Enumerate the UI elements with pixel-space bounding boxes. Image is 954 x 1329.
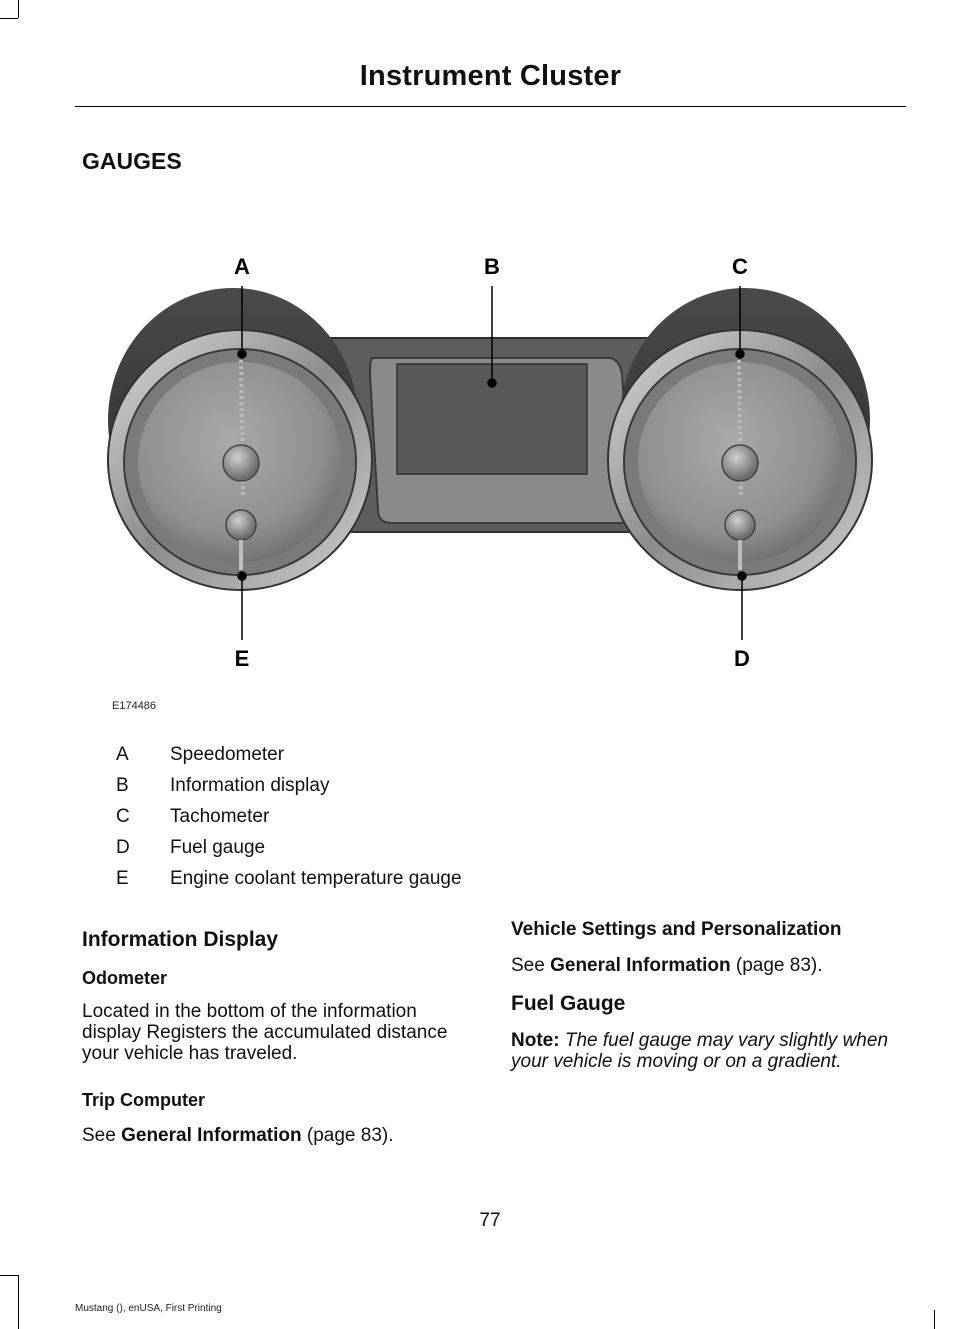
callout-d-label: D — [734, 646, 750, 671]
legend-row — [115, 837, 615, 868]
page-number: 77 — [479, 1210, 501, 1231]
callout-b-dot — [488, 379, 496, 387]
legend-row — [115, 775, 615, 806]
general-information-link[interactable]: General Information — [550, 955, 731, 976]
trip-computer-text — [82, 1125, 472, 1146]
crop-mark — [934, 1310, 935, 1329]
legend-label: Speedometer — [170, 744, 285, 765]
odometer-text: Located in the bottom of the information display Registers the accumulated distance your vehicle has traveled. — [82, 1001, 448, 1064]
trip-computer-heading: Trip Computer — [82, 1090, 206, 1110]
legend-row — [115, 868, 615, 899]
section-heading: GAUGES — [82, 148, 182, 174]
legend-key: B — [116, 775, 129, 796]
legend-key: A — [116, 744, 129, 765]
legend-row — [115, 744, 615, 775]
title-divider — [75, 106, 906, 107]
vehicle-settings-text — [511, 955, 901, 976]
callout-c-dot — [736, 350, 744, 358]
information-display-heading: Information Display — [82, 928, 279, 951]
legend-row — [115, 806, 615, 837]
legend-label: Engine coolant temperature gauge — [170, 868, 462, 889]
crop-mark — [0, 1275, 18, 1276]
callout-b-label: B — [484, 254, 500, 279]
page-reference: (page 83). — [301, 1125, 394, 1146]
callout-c-label: C — [732, 254, 748, 279]
crop-mark — [18, 1275, 19, 1329]
odometer-heading: Odometer — [82, 968, 168, 988]
fuel-gauge-heading: Fuel Gauge — [511, 992, 626, 1015]
figure-legend — [115, 744, 615, 899]
vehicle-settings-heading: Vehicle Settings and Personalization — [511, 919, 842, 940]
instrument-cluster-figure — [100, 240, 890, 690]
left-column — [82, 928, 472, 1166]
speedometer-gauge — [108, 288, 372, 590]
instrument-cluster-illustration — [100, 240, 890, 690]
legend-label: Tachometer — [170, 806, 270, 827]
page-title: Instrument Cluster — [359, 60, 622, 92]
page-reference: (page 83). — [730, 955, 823, 976]
callout-d-dot — [738, 572, 746, 580]
general-information-link[interactable]: General Information — [121, 1125, 302, 1146]
legend-key: D — [116, 837, 130, 858]
note-label: Note: — [511, 1030, 560, 1051]
note-text: The fuel gauge may vary slightly when your vehicle is moving or on a gradient. — [511, 1030, 889, 1072]
crop-mark — [0, 18, 18, 19]
callout-e-dot — [238, 572, 246, 580]
legend-label: Fuel gauge — [170, 837, 266, 858]
see-prefix: See — [511, 955, 551, 976]
legend-key: E — [116, 868, 129, 889]
callout-e-label: E — [234, 646, 250, 671]
fuel-gauge-note — [511, 1030, 901, 1072]
right-column — [511, 919, 901, 1092]
callout-a-label: A — [234, 254, 250, 279]
see-prefix: See — [82, 1125, 122, 1146]
footer-text: Mustang (), enUSA, First Printing — [75, 1303, 222, 1314]
callout-a-dot — [238, 350, 246, 358]
legend-label: Information display — [170, 775, 330, 796]
figure-id: E174486 — [112, 700, 157, 712]
crop-mark — [18, 0, 19, 18]
legend-key: C — [116, 806, 130, 827]
